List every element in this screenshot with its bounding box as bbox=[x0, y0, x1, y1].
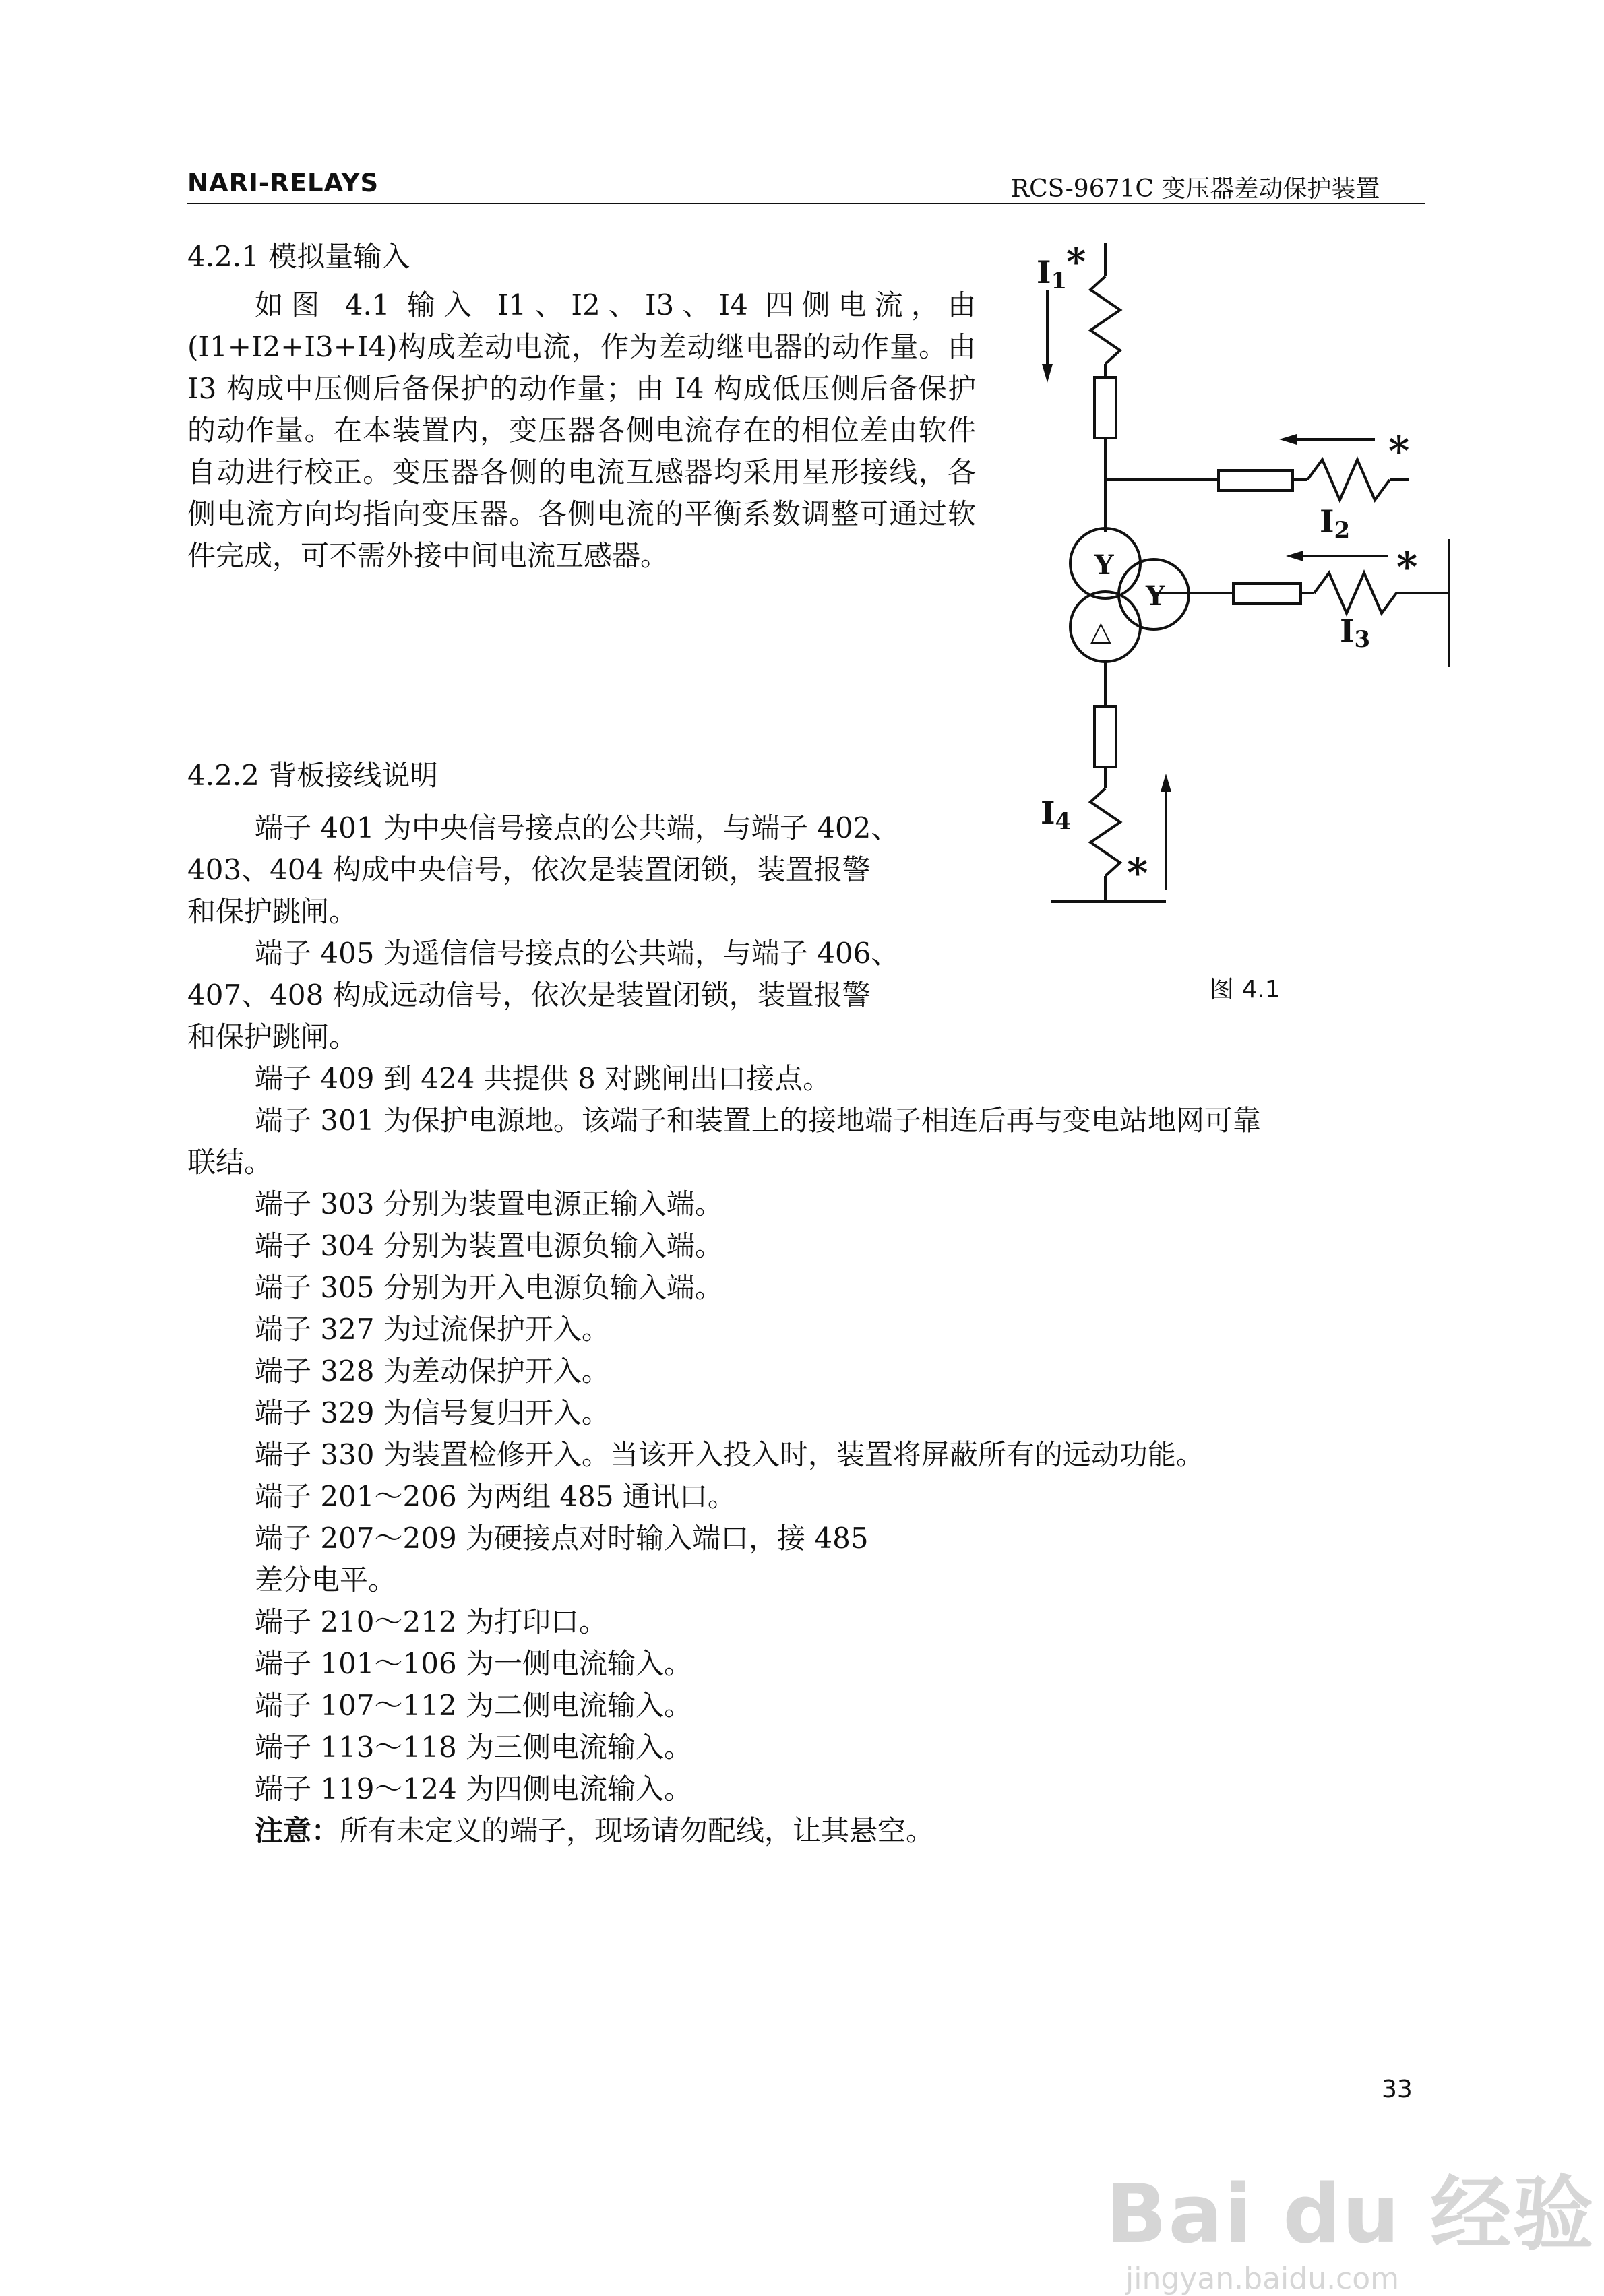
arrow-side2-head bbox=[1279, 434, 1297, 445]
coil-side1 bbox=[1090, 276, 1120, 364]
baidu-watermark bbox=[1105, 2150, 1595, 2296]
star-side3: * bbox=[1396, 544, 1418, 591]
header-rule bbox=[187, 203, 1425, 204]
resistor-side4 bbox=[1094, 706, 1116, 767]
analog-input-paragraph bbox=[187, 284, 976, 577]
analog-input-text: 如图 4.1 输入 I1、I2、I3、I4 四侧电流，由(I1+I2+I3+I4)构成差动电流，作为差动继电器的动作量。由 I3 构成中压侧后备保护的动作量；由 I4 构成低压侧后备保护的动作量。在本装置内，变压器各侧电流存在的相位差由软件自动进行校正。变压器各侧的电流互感器均采用星形接线，各侧电流方向均指向变压器。各侧电流的平衡系数调整可通过软件完成，可不需外接中间电流互感器。 bbox=[187, 288, 976, 572]
label-i2: I2 bbox=[1320, 503, 1351, 544]
text-line: 端子 207～209 为硬接点对时输入端口，接 485 bbox=[255, 1522, 869, 1555]
text-line: 端子 305 分别为开入电源负输入端。 bbox=[255, 1271, 723, 1304]
text-line: 端子 329 为信号复归开入。 bbox=[255, 1396, 610, 1429]
header-brand: NARI-RELAYS bbox=[187, 168, 379, 197]
label-i3: I3 bbox=[1340, 613, 1371, 653]
winding-label-y-upper: Y bbox=[1094, 549, 1114, 581]
text-line: 端子 210～212 为打印口。 bbox=[255, 1605, 608, 1638]
page-number: 33 bbox=[1382, 2076, 1413, 2103]
text-line: 407、408 构成远动信号，依次是装置闭锁，装置报警 bbox=[187, 979, 871, 1012]
label-i4: I4 bbox=[1041, 795, 1072, 835]
note-text: 所有未定义的端子，现场请勿配线，让其悬空。 bbox=[340, 1814, 935, 1847]
text-line: 端子 301 为保护电源地。该端子和装置上的接地端子相连后再与变电站地网可靠 bbox=[255, 1104, 1261, 1137]
watermark-url: jingyan.baidu.com bbox=[1125, 2262, 1400, 2296]
text-line: 端子 327 为过流保护开入。 bbox=[255, 1313, 610, 1346]
star-side4: * bbox=[1127, 850, 1148, 897]
figure-caption: 图 4.1 bbox=[1210, 976, 1281, 1003]
winding-label-delta: △ bbox=[1090, 616, 1111, 647]
star-side2: * bbox=[1388, 428, 1410, 475]
text-line: 差分电平。 bbox=[255, 1563, 397, 1596]
coil-side3 bbox=[1314, 573, 1396, 613]
resistor-side2 bbox=[1219, 470, 1293, 491]
text-line: 端子 113～118 为三侧电流输入。 bbox=[255, 1731, 693, 1764]
text-line: 端子 304 分别为装置电源负输入端。 bbox=[255, 1229, 723, 1262]
resistor-side3 bbox=[1233, 584, 1301, 604]
star-side1: * bbox=[1066, 240, 1086, 284]
resistor-side1 bbox=[1094, 377, 1116, 438]
text-line: 端子 330 为装置检修开入。当该开入投入时，装置将屏蔽所有的远动功能。 bbox=[255, 1438, 1204, 1471]
text-line: 端子 328 为差动保护开入。 bbox=[255, 1355, 610, 1388]
text-line: 端子 119～124 为四侧电流输入。 bbox=[255, 1772, 693, 1805]
text-line: 端子 401 为中央信号接点的公共端，与端子 402、 bbox=[255, 811, 900, 844]
note-line bbox=[187, 1810, 1468, 1852]
text-line: 端子 405 为遥信信号接点的公共端，与端子 406、 bbox=[255, 937, 900, 970]
coil-side2 bbox=[1307, 460, 1390, 500]
text-line: 端子 201～206 为两组 485 通讯口。 bbox=[255, 1480, 736, 1513]
arrow-side1-head bbox=[1042, 364, 1053, 383]
text-line: 和保护跳闸。 bbox=[187, 1020, 358, 1053]
section-heading-analog-input: 4.2.1 模拟量输入 bbox=[187, 240, 410, 273]
text-line: 端子 409 到 424 共提供 8 对跳闸出口接点。 bbox=[255, 1062, 832, 1095]
backplane-text-block bbox=[187, 807, 1468, 1852]
text-line: 端子 107～112 为二侧电流输入。 bbox=[255, 1689, 693, 1722]
text-line: 联结。 bbox=[187, 1146, 273, 1179]
text-line: 端子 303 分别为装置电源正输入端。 bbox=[255, 1187, 723, 1220]
label-i1: I1 bbox=[1037, 254, 1068, 294]
watermark-logo: Bai du 经验 bbox=[1105, 2168, 1595, 2262]
header-title: RCS-9671C 变压器差动保护装置 bbox=[1011, 175, 1380, 203]
text-line: 和保护跳闸。 bbox=[187, 895, 358, 928]
text-line: 403、404 构成中央信号，依次是装置闭锁，装置报警 bbox=[187, 853, 871, 886]
winding-label-y-right: Y bbox=[1146, 580, 1165, 612]
text-line: 端子 101～106 为一侧电流输入。 bbox=[255, 1647, 693, 1680]
section-heading-backplane: 4.2.2 背板接线说明 bbox=[187, 759, 439, 792]
arrow-side4-head bbox=[1161, 774, 1171, 792]
note-label: 注意： bbox=[255, 1814, 340, 1847]
arrow-side3-head bbox=[1286, 551, 1303, 561]
